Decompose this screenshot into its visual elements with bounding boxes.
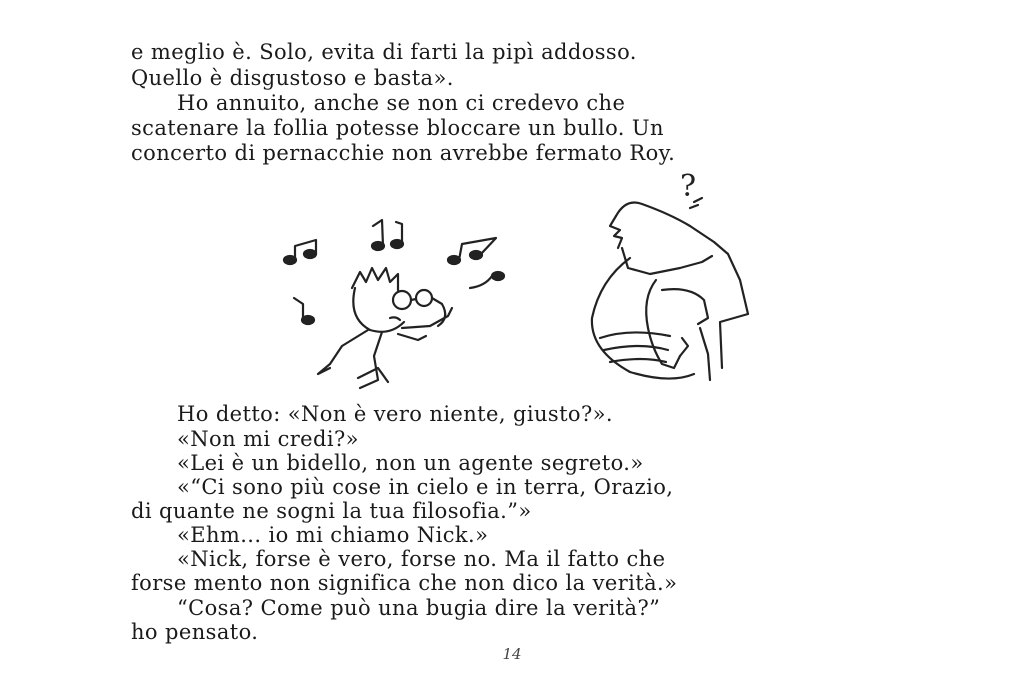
text-line: di quante ne sogni la tua filosofia.”» xyxy=(131,499,532,523)
illustration xyxy=(270,168,770,390)
text-line: “Cosa? Come può una bugia dire la verità?” xyxy=(177,596,661,620)
text-line: «Nick, forse è vero, forse no. Ma il fatto che xyxy=(177,547,666,571)
text-line: Quello è disgustoso e basta». xyxy=(131,66,454,90)
text-line: ho pensato. xyxy=(131,620,259,644)
text-line: concerto di pernacchie non avrebbe fermato Roy. xyxy=(131,141,676,165)
music-note-icon xyxy=(372,220,403,250)
text-line: Ho annuito, anche se non ci credevo che xyxy=(177,91,626,115)
question-mark: ? xyxy=(680,169,697,204)
boy-figure xyxy=(318,268,452,388)
music-note-icon xyxy=(470,272,504,288)
text-line: Ho detto: «Non è vero niente, giusto?». xyxy=(177,402,613,426)
text-line: e meglio è. Solo, evita di farti la pipì addosso. xyxy=(131,40,637,64)
man-figure xyxy=(592,203,748,381)
text-line: «Lei è un bidello, non un agente segreto.» xyxy=(177,451,644,475)
music-note-icon xyxy=(448,238,496,264)
music-note-icon xyxy=(284,240,316,264)
text-line: «“Ci sono più cose in cielo e in terra, Orazio, xyxy=(177,475,674,499)
text-line: forse mento non significa che non dico la verità.» xyxy=(131,571,678,595)
text-line: scatenare la follia potesse bloccare un bullo. Un xyxy=(131,116,664,140)
music-note-icon xyxy=(294,298,314,324)
text-line: «Ehm... io mi chiamo Nick.» xyxy=(177,523,489,547)
page-number: 14 xyxy=(502,645,522,663)
text-line: «Non mi credi?» xyxy=(177,427,359,451)
